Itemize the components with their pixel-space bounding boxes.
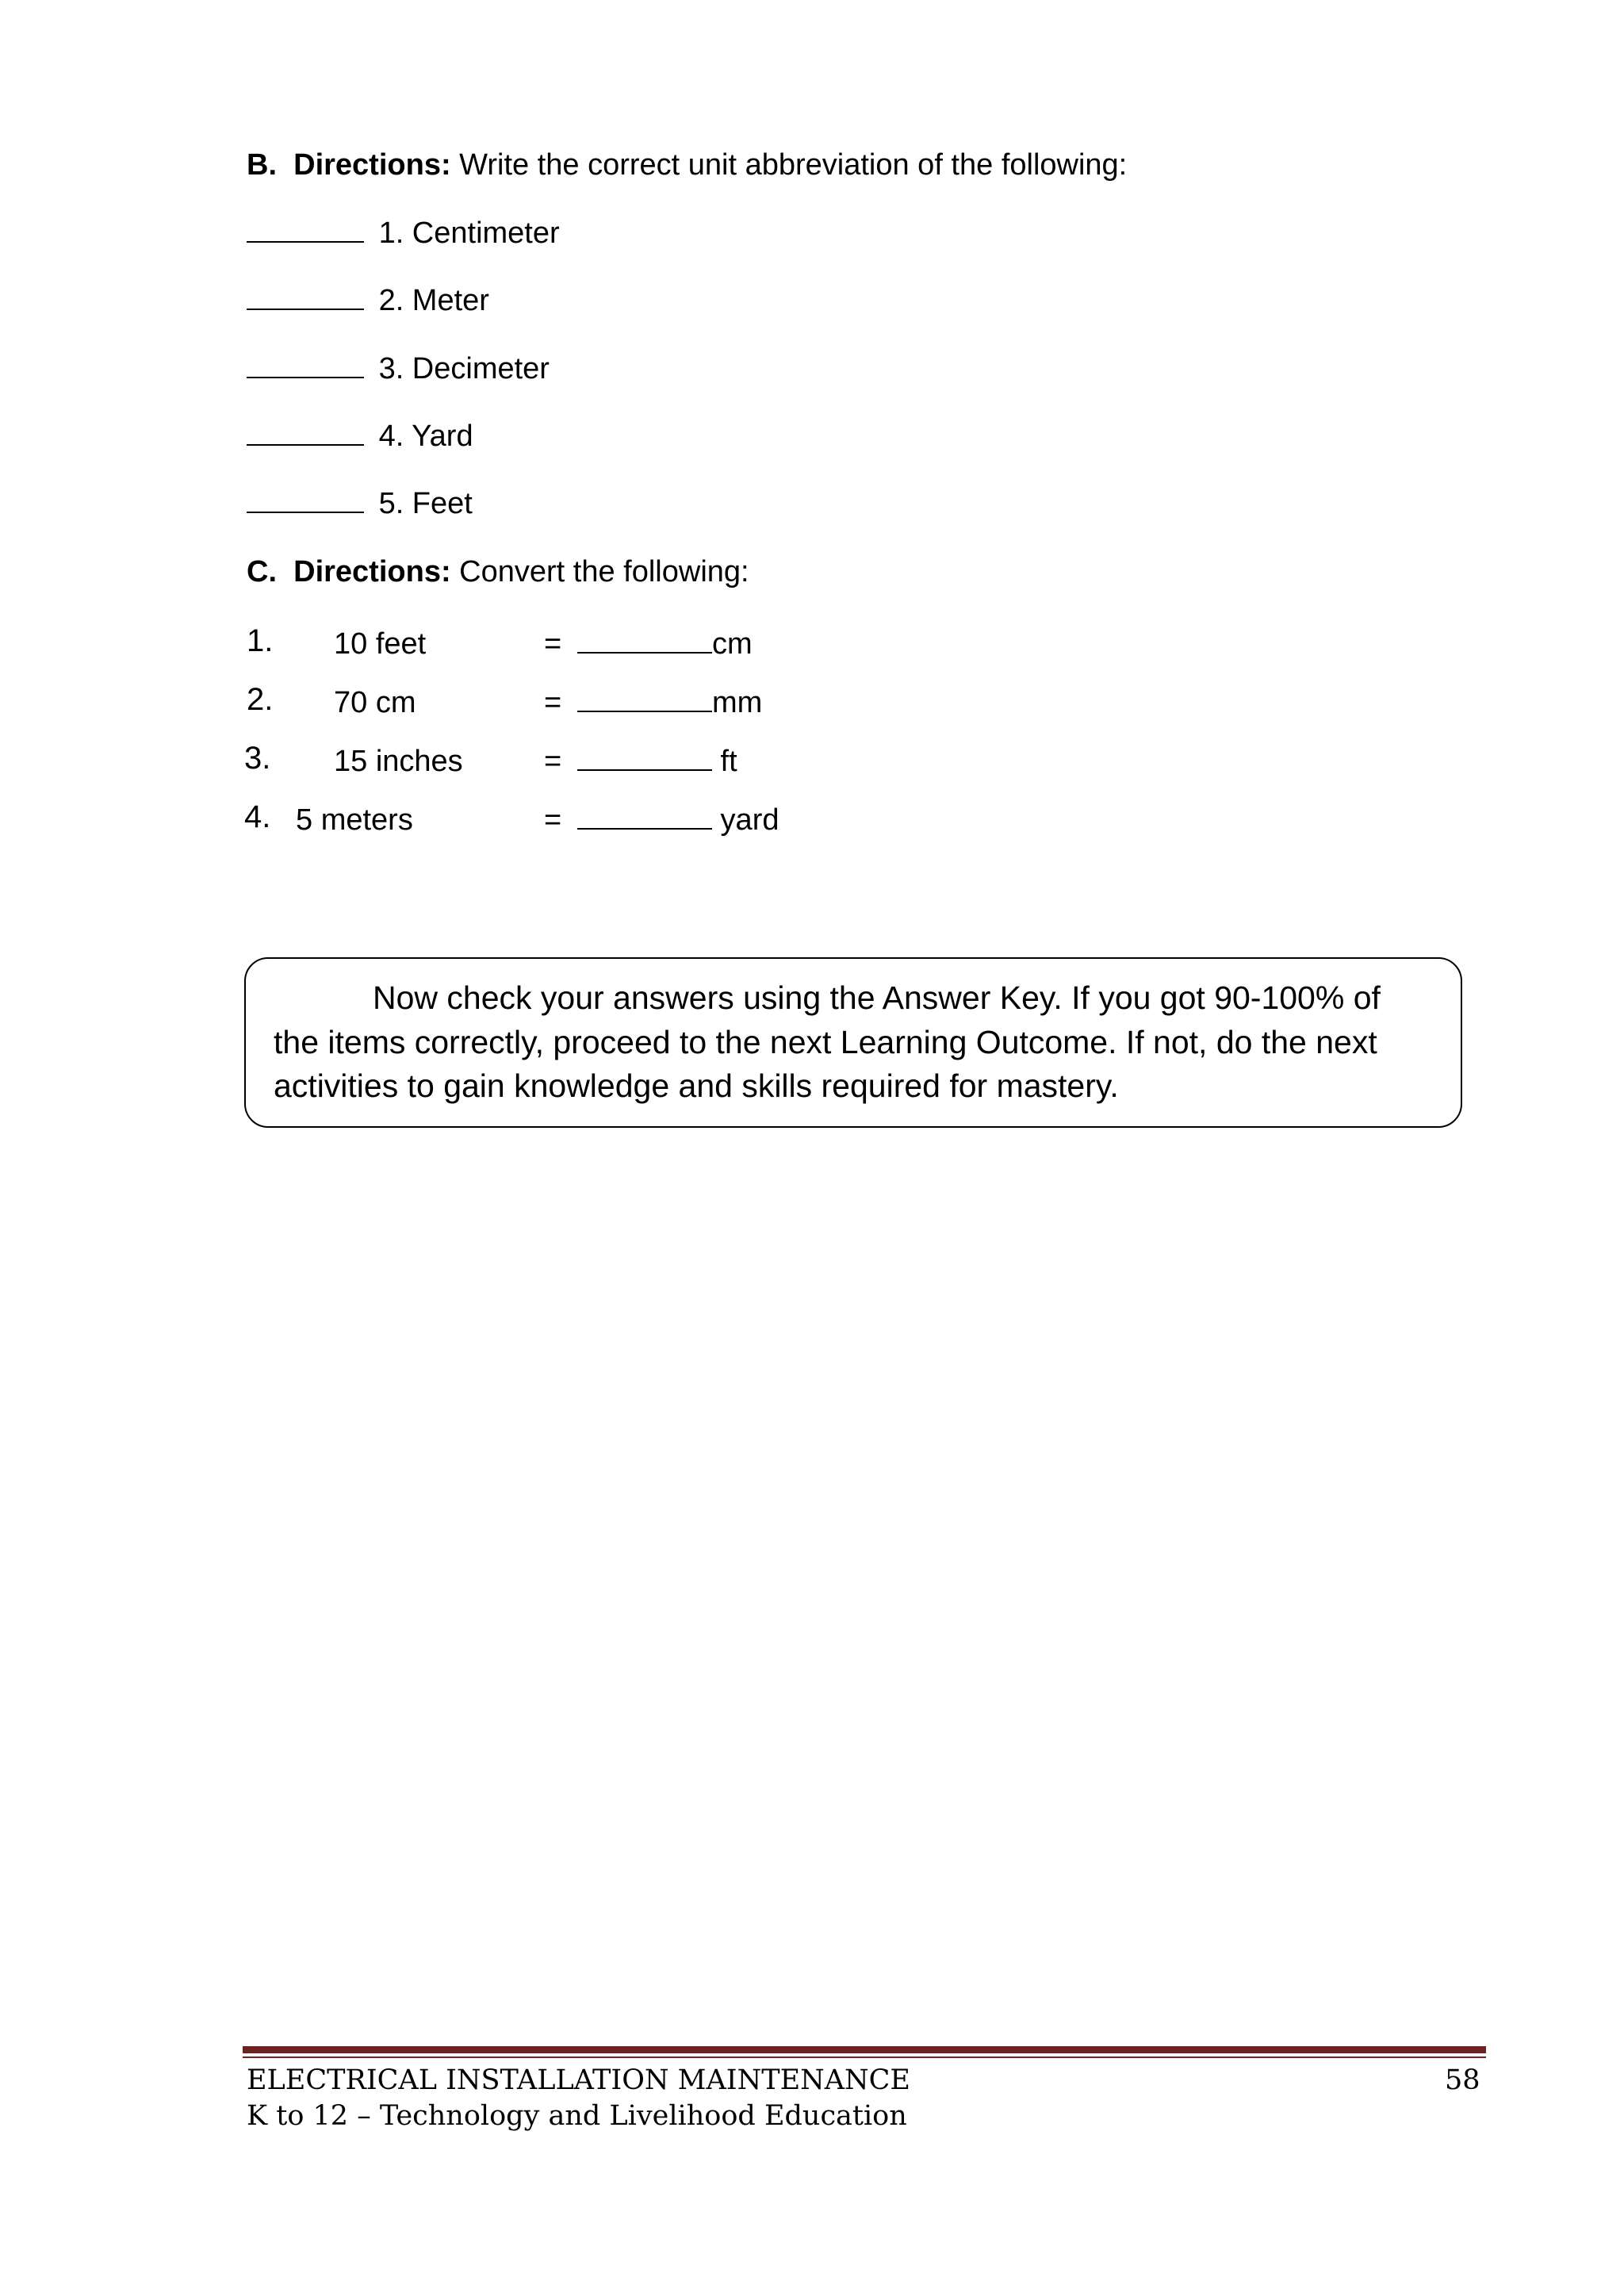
conversion-quantity: 70 cm	[334, 686, 416, 719]
section-b-item	[247, 419, 473, 454]
answer-blank[interactable]	[247, 353, 364, 378]
conversion-unit: ft	[712, 745, 737, 778]
conversion-number: 4.	[244, 799, 271, 834]
section-b-item-label: 1. Centimeter	[378, 217, 560, 250]
section-c-directions-label: Directions:	[293, 555, 451, 588]
answer-blank[interactable]	[577, 628, 712, 654]
answer-blank[interactable]	[247, 285, 364, 310]
conversion-answer	[577, 744, 737, 779]
conversion-quantity: 5 meters	[296, 803, 413, 837]
conversion-equals: =	[544, 803, 562, 837]
section-b-item	[247, 351, 550, 386]
conversion-quantity: 10 feet	[334, 627, 427, 661]
section-b-heading	[247, 148, 1127, 182]
section-b-directions-text: Write the correct unit abbreviation of the following:	[450, 148, 1128, 182]
section-c-directions-text: Convert the following:	[450, 555, 749, 588]
section-c-letter: C.	[247, 555, 277, 588]
section-b-item-label: 5. Feet	[378, 487, 473, 520]
section-c-heading	[247, 554, 749, 589]
footer-title: ELECTRICAL INSTALLATION MAINTENANCE	[247, 2064, 910, 2096]
section-b-directions-label: Directions:	[293, 148, 451, 182]
section-b-item-label: 4. Yard	[378, 420, 473, 453]
section-b-letter: B.	[247, 148, 277, 182]
answer-blank[interactable]	[577, 746, 712, 771]
conversion-quantity: 15 inches	[334, 745, 463, 778]
notice-line-1: Now check your answers using the Answer Key. If you got 90-100% of	[373, 979, 1381, 1016]
footer-divider-thin	[243, 2056, 1486, 2058]
conversion-unit: mm	[712, 686, 763, 719]
footer-subtitle: K to 12 – Technology and Livelihood Education	[247, 2100, 907, 2132]
conversion-number: 3.	[244, 741, 271, 776]
conversion-answer	[577, 803, 779, 838]
page-number: 58	[1445, 2064, 1480, 2096]
conversion-number: 2.	[247, 682, 274, 717]
section-b-item	[247, 486, 473, 521]
answer-blank[interactable]	[247, 217, 364, 243]
answer-blank[interactable]	[247, 420, 364, 446]
notice-line-3: activities to gain knowledge and skills required for mastery.	[274, 1068, 1119, 1104]
conversion-equals: =	[544, 686, 562, 719]
section-b-item	[247, 283, 489, 318]
section-b-item	[247, 216, 560, 251]
answer-blank[interactable]	[577, 687, 712, 712]
conversion-number: 1.	[247, 623, 274, 658]
footer-divider-thick	[243, 2046, 1486, 2053]
conversion-unit: cm	[712, 627, 753, 661]
conversion-answer	[577, 627, 753, 661]
notice-line-2: the items correctly, proceed to the next Learning Outcome. If not, do the next	[274, 1024, 1377, 1060]
conversion-equals: =	[544, 627, 562, 661]
answer-blank[interactable]	[247, 488, 364, 513]
conversion-equals: =	[544, 745, 562, 778]
answer-blank[interactable]	[577, 804, 712, 830]
conversion-answer	[577, 685, 762, 720]
conversion-unit: yard	[712, 803, 779, 837]
section-b-item-label: 3. Decimeter	[378, 352, 550, 385]
section-b-item-label: 2. Meter	[378, 284, 489, 317]
